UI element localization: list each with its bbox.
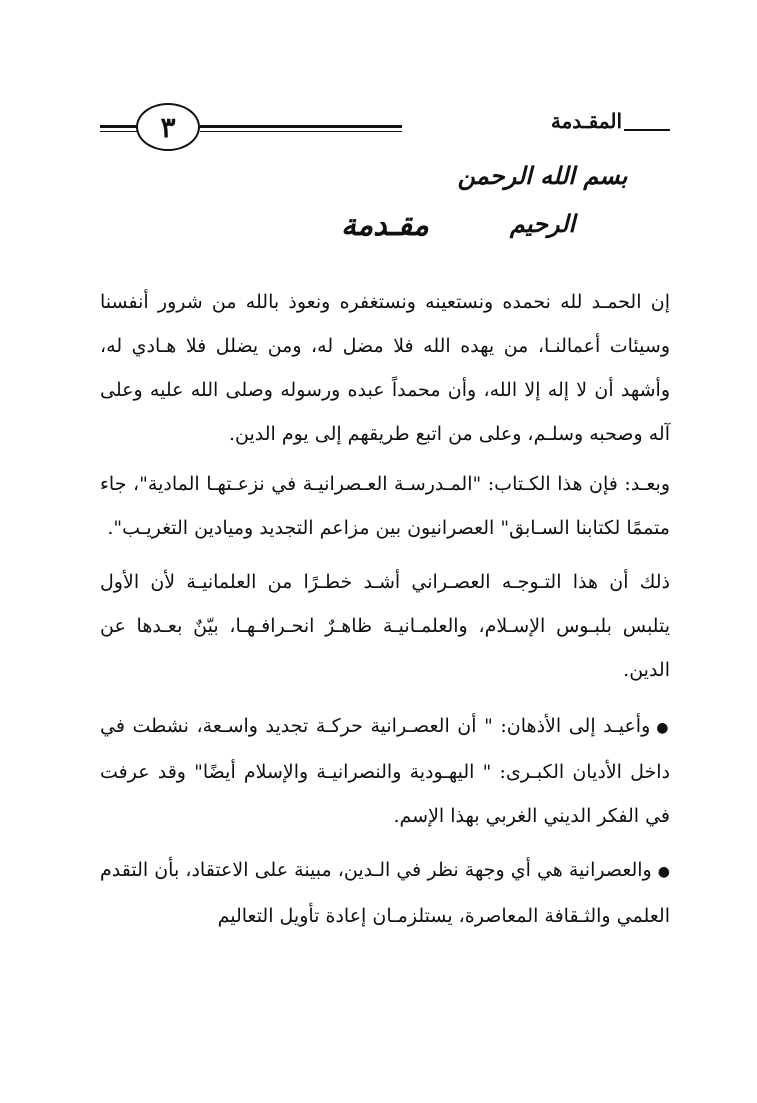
header-rule: [100, 131, 140, 132]
header-rule: [200, 131, 402, 132]
bullet-icon: ●: [657, 864, 670, 880]
header-rule: [624, 129, 670, 131]
page-header: [100, 103, 670, 153]
header-rule: [200, 125, 402, 128]
bullet-paragraph: [100, 848, 670, 938]
page-heading: مقـدمة: [341, 208, 429, 243]
paragraph: وبعـد: فإن هذا الكـتاب: "المـدرسـة العـصرانيـة في نزعـتهـا المادية"، جاء متممًا لكتابنا السـابق" العصرانيون بين مزاعم التجديد وميادين التغريـب".: [100, 473, 670, 539]
paragraph: ذلك أن هذا التـوجـه العصـراني أشـد خطـرًا من العلمانيـة لأن الأول يتلبس بلبـوس الإسـلام، والعلمـانيـة ظاهـرٌ انحـرافـهـا، بيّنٌ بعـدها عن الدين.: [100, 571, 670, 681]
paragraph-text: وأعيـد إلى الأذهان: " أن العصـرانية حركـة تجديد واسـعة، نشطت في داخل الأديان الكبـرى: " اليهـودية والنصرانيـة والإسلام أيضًا" وقد عرفت في الفكر الديني الغربي بهذا الإسم.: [100, 715, 670, 827]
page-number: ٣: [136, 103, 200, 151]
paragraph-text: والعصرانية هي أي وجهة نظر في الـدين، مبينة على الاعتقاد، بأن التقدم العلمي والثـقافة المعاصرة، يستلزمـان إعادة تأويل التعاليم: [100, 859, 670, 927]
bullet-paragraph: [100, 704, 670, 838]
paragraph: إن الحمـد لله نحمده ونستعينه ونستغفره ونعوذ بالله من شرور أنفسنا وسيئات أعمالنـا، من يهده الله فلا مضل له، ومن يضلل فلا هـادي له، وأشهد أن لا إله إلا الله، وأن محمداً عبده ورسوله وصلى الله عليه وعلى آله وصحبه وسلـم، وعلى من اتبع طريقهم إلى يوم الدين.: [100, 291, 670, 445]
body-text: [100, 280, 670, 948]
bullet-icon: ●: [656, 720, 670, 736]
section-title: المقـدمة: [550, 109, 622, 133]
header-rule: [100, 125, 140, 128]
basmala-calligraphy: بسم الله الرحمن الرحيم: [457, 161, 628, 238]
